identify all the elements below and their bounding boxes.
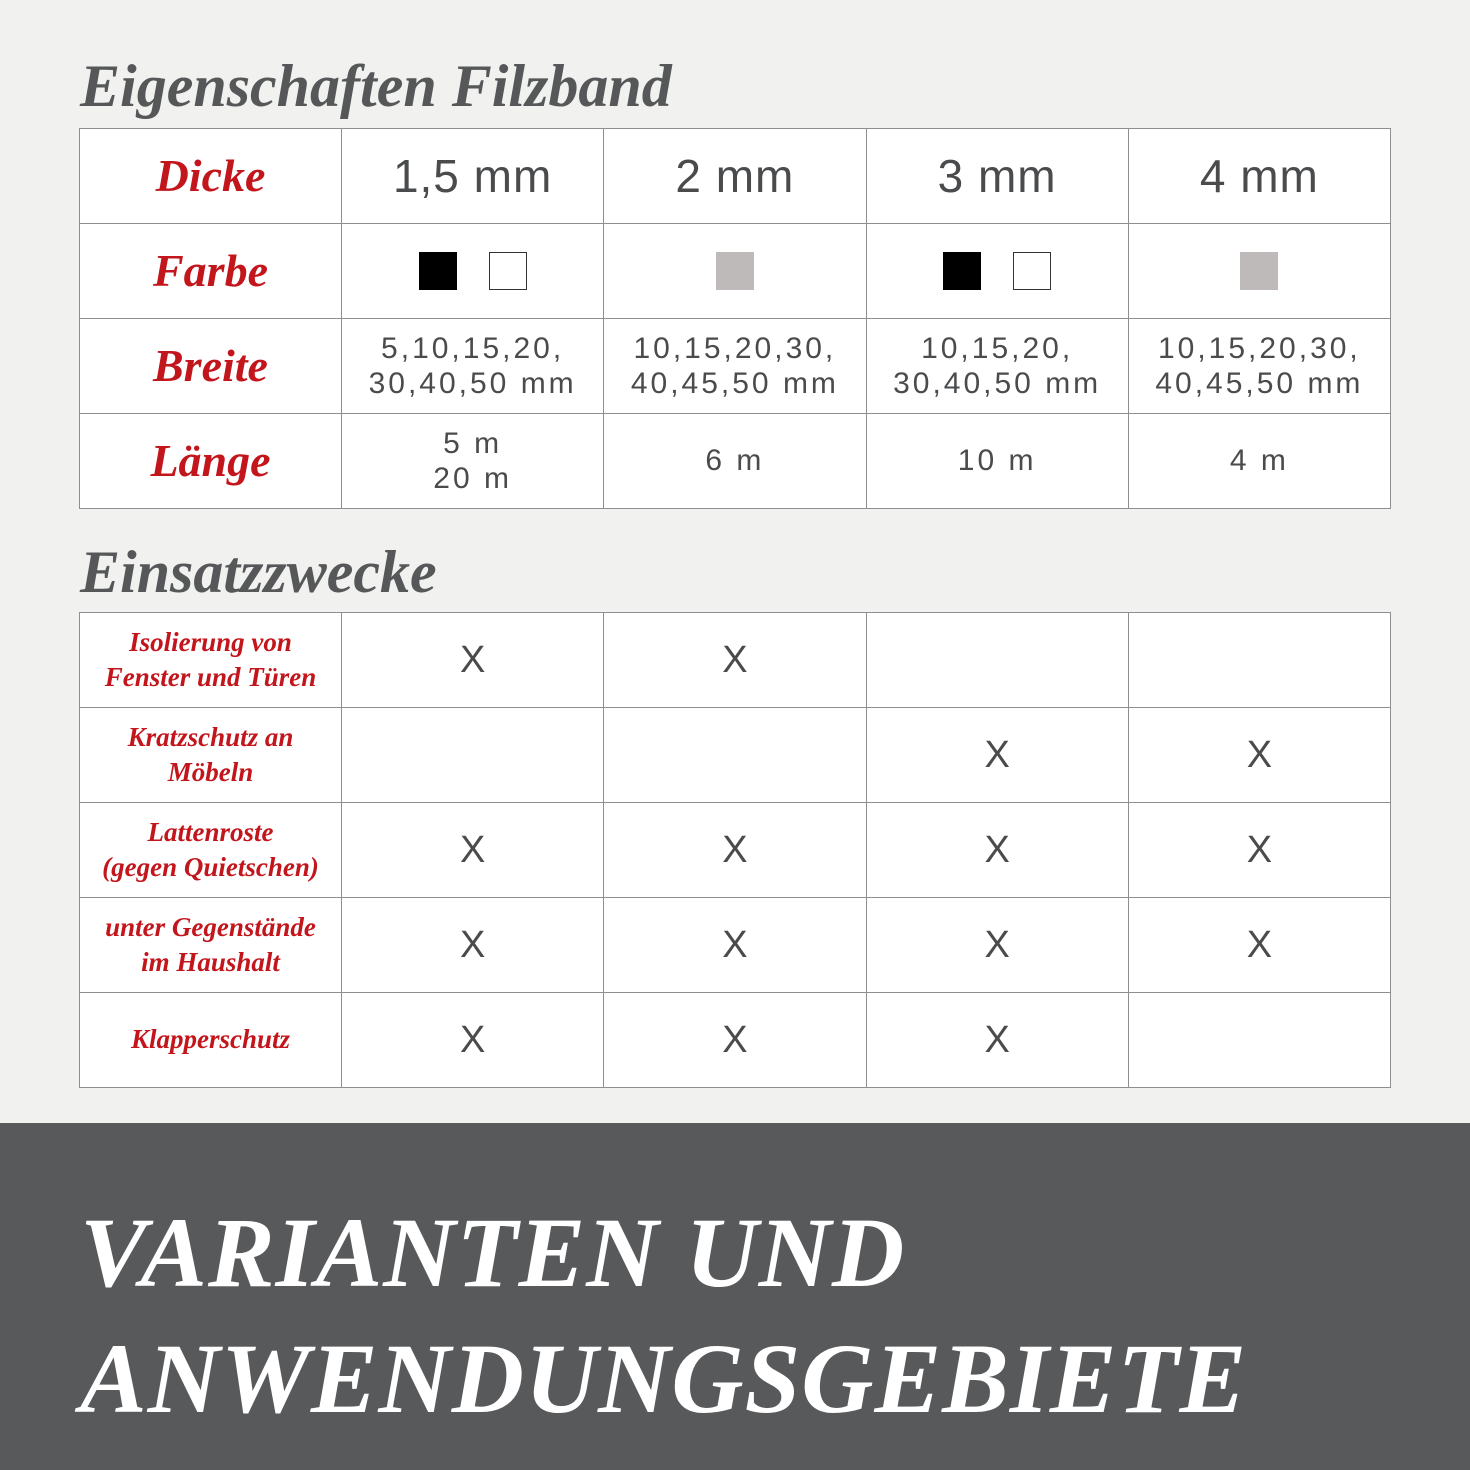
row-label-breite xyxy=(80,319,342,414)
row-farbe xyxy=(80,224,1391,319)
laenge-cell xyxy=(342,414,604,509)
breite-value: 5,10,15,20, 30,40,50 mm xyxy=(368,331,577,400)
row-dicke xyxy=(80,129,1391,224)
check-mark: X xyxy=(984,1018,1010,1061)
banner-line-2: ANWENDUNGSGEBIETE xyxy=(80,1323,1248,1434)
check-mark: X xyxy=(1246,828,1273,871)
table-row xyxy=(80,613,1391,708)
check-mark: X xyxy=(459,1018,486,1061)
properties-table xyxy=(79,128,1391,509)
use-mark-cell xyxy=(342,708,604,803)
label-breite: Breite xyxy=(153,340,268,391)
check-mark: X xyxy=(984,828,1010,871)
banner xyxy=(0,1123,1470,1470)
farbe-cell xyxy=(342,224,604,319)
use-label-cell xyxy=(80,708,342,803)
use-mark-cell xyxy=(866,613,1128,708)
use-mark-cell xyxy=(342,898,604,993)
use-mark-cell xyxy=(604,803,866,898)
dicke-cell xyxy=(1128,129,1390,224)
laenge-value: 6 m xyxy=(705,444,765,478)
use-mark-cell xyxy=(604,898,866,993)
use-mark-cell xyxy=(1128,803,1390,898)
check-mark: X xyxy=(459,923,486,966)
use-label-line: Fenster und Türen xyxy=(104,662,317,692)
table-row xyxy=(80,803,1391,898)
row-laenge xyxy=(80,414,1391,509)
use-label-line: im Haushalt xyxy=(141,947,280,977)
uses-table xyxy=(79,612,1391,1088)
use-mark-cell xyxy=(1128,898,1390,993)
label-farbe: Farbe xyxy=(153,245,268,296)
use-mark-cell xyxy=(604,993,866,1088)
color-swatch-black xyxy=(943,252,981,290)
color-swatch-gray xyxy=(716,252,754,290)
laenge-cell xyxy=(604,414,866,509)
use-mark-cell xyxy=(866,898,1128,993)
dicke-value: 1,5 mm xyxy=(392,150,553,202)
banner-line-1: VARIANTEN UND xyxy=(80,1197,906,1308)
check-mark: X xyxy=(722,638,748,681)
color-swatch-white xyxy=(1013,252,1051,290)
use-mark-cell xyxy=(866,708,1128,803)
farbe-cell xyxy=(1128,224,1390,319)
check-mark: X xyxy=(1246,733,1273,776)
laenge-value: 10 m xyxy=(957,444,1037,478)
breite-cell xyxy=(342,319,604,414)
use-label-cell xyxy=(80,613,342,708)
row-label-laenge xyxy=(80,414,342,509)
check-mark: X xyxy=(722,828,748,871)
dicke-cell xyxy=(604,129,866,224)
check-mark: X xyxy=(984,923,1010,966)
label-dicke: Dicke xyxy=(155,150,266,201)
breite-value: 10,15,20,30, 40,45,50 mm xyxy=(1155,331,1364,400)
use-mark-cell xyxy=(866,803,1128,898)
label-laenge: Länge xyxy=(150,435,271,486)
laenge-cell xyxy=(1128,414,1390,509)
dicke-value: 4 mm xyxy=(1199,150,1319,202)
use-mark-cell xyxy=(1128,708,1390,803)
laenge-cell xyxy=(866,414,1128,509)
use-label-cell xyxy=(80,803,342,898)
use-label-cell xyxy=(80,898,342,993)
use-mark-cell xyxy=(342,803,604,898)
check-mark: X xyxy=(722,1018,748,1061)
check-mark: X xyxy=(722,923,748,966)
dicke-cell xyxy=(342,129,604,224)
use-label-line: unter Gegenstände xyxy=(105,911,316,942)
color-swatch-black xyxy=(419,252,457,290)
table-row xyxy=(80,993,1391,1088)
use-mark-cell xyxy=(604,708,866,803)
use-mark-cell xyxy=(866,993,1128,1088)
use-mark-cell xyxy=(604,613,866,708)
check-mark: X xyxy=(984,733,1010,776)
dicke-cell xyxy=(866,129,1128,224)
farbe-cell xyxy=(866,224,1128,319)
use-label-line: Isolierung von xyxy=(129,626,292,657)
use-label-line: (gegen Quietschen) xyxy=(102,852,319,882)
properties-title: Eigenschaften Filzband xyxy=(80,53,672,119)
row-breite xyxy=(80,319,1391,414)
uses-title: Einsatzzwecke xyxy=(80,539,437,605)
breite-value: 10,15,20, 30,40,50 mm xyxy=(893,331,1102,400)
farbe-cell xyxy=(604,224,866,319)
use-mark-cell xyxy=(1128,993,1390,1088)
breite-value: 10,15,20,30, 40,45,50 mm xyxy=(630,331,839,400)
use-label-line: Lattenroste xyxy=(147,816,274,847)
color-swatch-gray xyxy=(1240,252,1278,290)
use-mark-cell xyxy=(342,993,604,1088)
check-mark: X xyxy=(1246,923,1273,966)
breite-cell xyxy=(866,319,1128,414)
use-mark-cell xyxy=(1128,613,1390,708)
check-mark: X xyxy=(459,828,486,871)
use-mark-cell xyxy=(342,613,604,708)
row-label-farbe xyxy=(80,224,342,319)
table-row xyxy=(80,898,1391,993)
row-label-dicke xyxy=(80,129,342,224)
use-label-cell xyxy=(80,993,342,1088)
dicke-value: 2 mm xyxy=(675,150,795,202)
use-label-line: Möbeln xyxy=(167,757,254,787)
breite-cell xyxy=(604,319,866,414)
dicke-value: 3 mm xyxy=(937,150,1057,202)
breite-cell xyxy=(1128,319,1390,414)
color-swatch-white xyxy=(489,252,527,290)
table-row xyxy=(80,708,1391,803)
laenge-value: 4 m xyxy=(1229,444,1289,478)
check-mark: X xyxy=(459,638,486,681)
laenge-value: 5 m 20 m xyxy=(433,426,512,495)
use-label-line: Klapperschutz xyxy=(130,1024,291,1055)
use-label-line: Kratzschutz an xyxy=(127,721,294,752)
